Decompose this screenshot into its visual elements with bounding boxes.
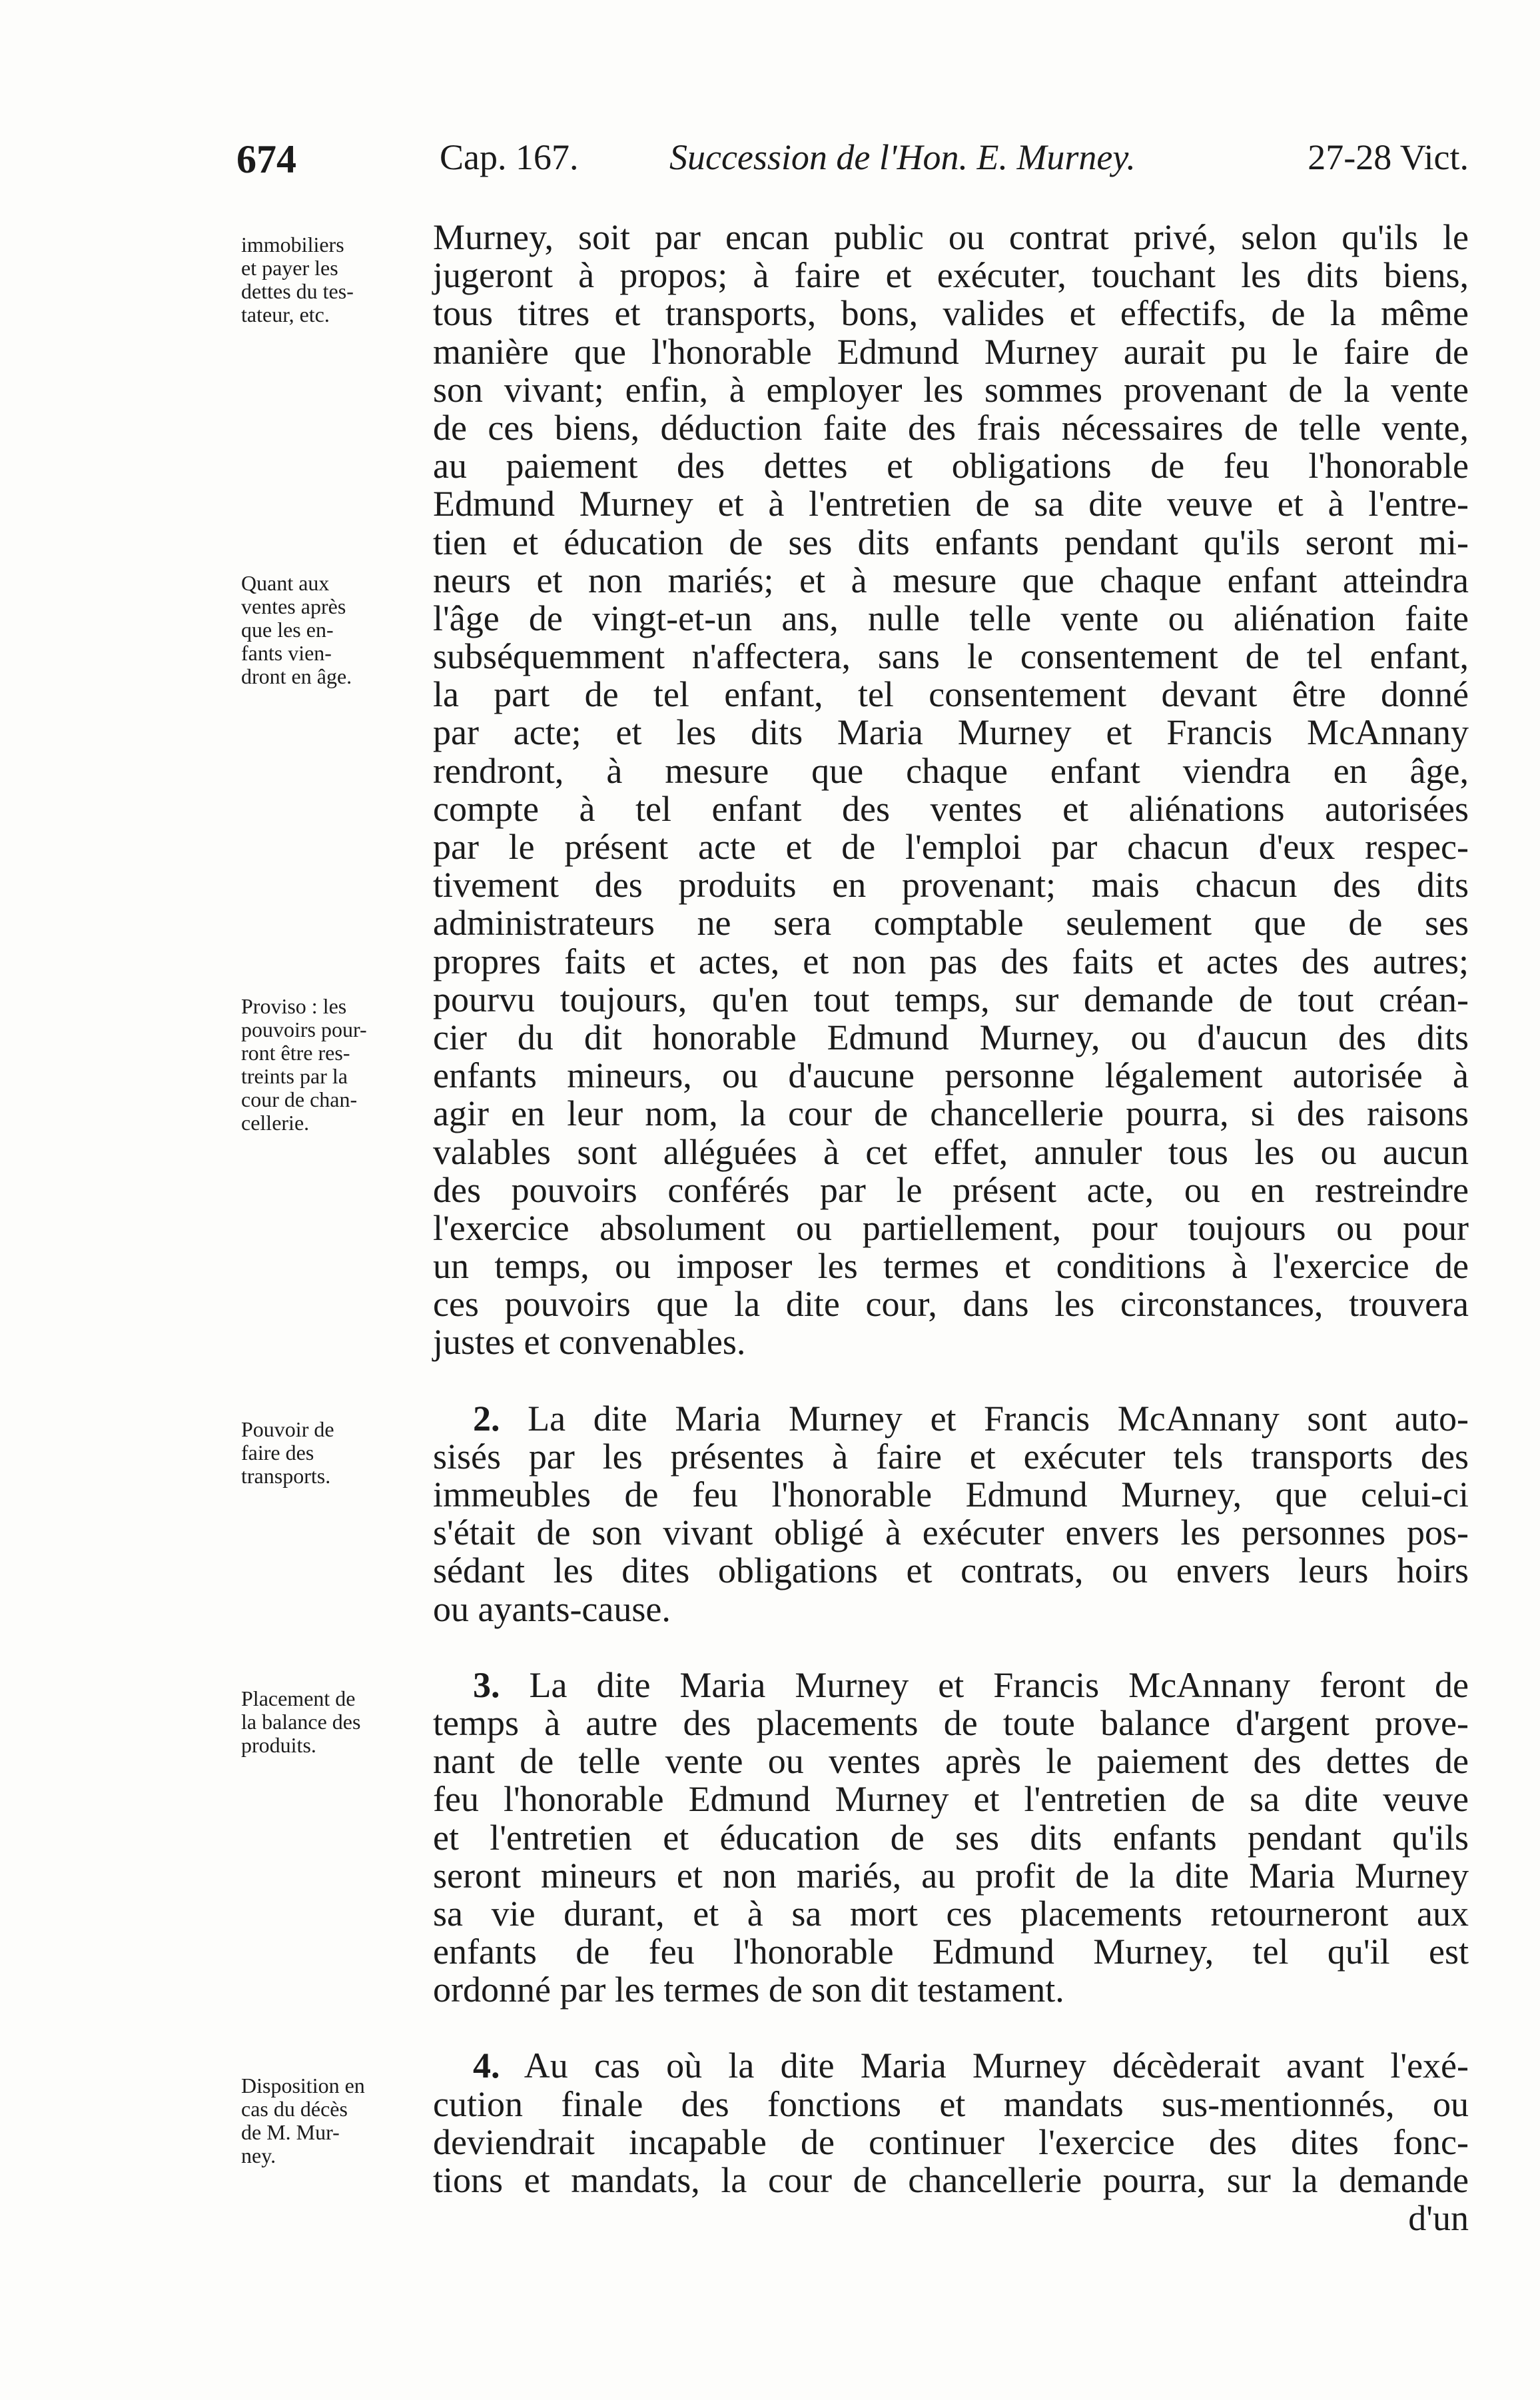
margin-line: que les en- <box>241 618 334 642</box>
text-line: cution finale des fonctions et mandats sus-mentionnés, ou <box>433 2084 1469 2124</box>
text-line: nant de telle vente ou ventes après le paiement des dettes de <box>433 1741 1469 1782</box>
text-line: sa vie durant, et à sa mort ces placements retourneront aux <box>433 1893 1469 1934</box>
margin-note <box>241 572 421 688</box>
text-line: de ces biens, déduction faite des frais nécessaires de telle vente, <box>433 407 1469 448</box>
text-line: temps à autre des placements de toute balance d'argent prove- <box>433 1702 1469 1743</box>
text-line: des pouvoirs conférés par le présent acte, ou en restreindre <box>433 1169 1469 1210</box>
text-line: par acte; et les dits Maria Murney et Francis McAnnany <box>433 712 1469 753</box>
margin-line: ront être res- <box>241 1041 350 1065</box>
margin-line: la balance des <box>241 1710 361 1734</box>
margin-line: tateur, etc. <box>241 302 330 326</box>
margin-line: et payer les <box>241 256 338 280</box>
margin-line: ventes après <box>241 594 346 618</box>
section-4 <box>433 2047 1469 2237</box>
catchword: d'un <box>1408 2198 1469 2239</box>
paragraph-gap <box>433 2009 1469 2047</box>
text-line: deviendrait incapable de continuer l'exercice des dites fonc- <box>433 2121 1469 2162</box>
text-line: rendront, à mesure que chaque enfant viendra en âge, <box>433 750 1469 791</box>
margin-line: Pouvoir de <box>241 1417 334 1441</box>
text-line <box>433 1400 1469 1438</box>
text-line: Murney, soit par encan public ou contrat privé, selon qu'ils le <box>433 217 1469 257</box>
text-line: sisés par les présentes à faire et exécuter tels transports des <box>433 1436 1469 1477</box>
text-line: son vivant; enfin, à employer les sommes provenant de la vente <box>433 369 1469 410</box>
line-text: La dite Maria Murney et Francis McAnnany sont auto- <box>528 1398 1469 1439</box>
margin-note <box>241 233 421 326</box>
text-line: ces pouvoirs que la dite cour, dans les circonstances, trouvera <box>433 1284 1469 1325</box>
margin-line: de M. Mur- <box>241 2120 340 2144</box>
section-number: 2. <box>473 1398 500 1439</box>
margin-line: Quant aux <box>241 571 330 595</box>
margin-line: dront en âge. <box>241 664 352 688</box>
margin-line: faire des <box>241 1441 314 1465</box>
text-line: par le présent acte et de l'emploi par chacun d'eux respec- <box>433 827 1469 867</box>
text-line: ordonné par les termes de son dit testament. <box>433 1970 1064 2010</box>
margin-note <box>241 1687 421 1757</box>
text-line <box>433 2047 1469 2085</box>
text-line: neurs et non mariés; et à mesure que chaque enfant atteindra <box>433 560 1469 600</box>
text-line: au paiement des dettes et obligations de feu l'honorable <box>433 446 1469 486</box>
margin-line: Disposition en <box>241 2074 365 2098</box>
margin-line: cour de chan- <box>241 1087 358 1111</box>
text-line: justes et convenables. <box>433 1322 746 1363</box>
text-line: tous titres et transports, bons, valides et effectifs, de la même <box>433 293 1469 334</box>
paragraph-gap <box>433 1628 1469 1666</box>
text-line: propres faits et actes, et non pas des faits et actes des autres; <box>433 941 1469 981</box>
chapter-label: Cap. 167. <box>440 137 579 177</box>
text-line <box>433 1666 1469 1704</box>
margin-line: Proviso : les <box>241 994 347 1018</box>
page-number: 674 <box>236 137 296 181</box>
paragraph-gap <box>433 1362 1469 1400</box>
text-line: compte à tel enfant des ventes et aliénations autorisées <box>433 788 1469 829</box>
margin-line: dettes du tes- <box>241 279 354 303</box>
text-line: l'âge de vingt-et-un ans, nulle telle vente ou aliénation faite <box>433 598 1469 638</box>
text-line: l'exercice absolument ou partiellement, pour toujours ou pour <box>433 1207 1469 1248</box>
text-line: enfants de feu l'honorable Edmund Murney, tel qu'il est <box>433 1932 1469 1972</box>
margin-line: pouvoirs pour- <box>241 1017 367 1041</box>
section-2 <box>433 1400 1469 1628</box>
margin-note <box>241 995 421 1135</box>
margin-line: transports. <box>241 1464 331 1488</box>
text-line: Edmund Murney et à l'entretien de sa dite veuve et à l'entre- <box>433 484 1469 524</box>
section-number: 3. <box>473 1664 500 1705</box>
text-line: agir en leur nom, la cour de chancellerie pourra, si des raisons <box>433 1093 1469 1134</box>
margin-note <box>241 2074 421 2167</box>
regnal-year: 27-28 Vict. <box>1308 137 1469 177</box>
text-line: et l'entretien et éducation de ses dits enfants pendant qu'ils <box>433 1817 1469 1858</box>
text-line: s'était de son vivant obligé à exécuter envers les personnes pos- <box>433 1512 1469 1553</box>
text-line: sédant les dites obligations et contrats, ou envers leurs hoirs <box>433 1550 1469 1591</box>
text-line: pourvu toujours, qu'en tout temps, sur demande de tout créan- <box>433 979 1469 1019</box>
margin-line: treints par la <box>241 1064 348 1088</box>
margin-line: ney. <box>241 2143 276 2167</box>
line-text: La dite Maria Murney et Francis McAnnany feront de <box>529 1664 1469 1705</box>
text-line: tivement des produits en provenant; mais chacun des dits <box>433 865 1469 905</box>
paragraph-continued <box>433 219 1469 1362</box>
text-line: manière que l'honorable Edmund Murney aurait pu le faire de <box>433 331 1469 372</box>
section-number: 4. <box>473 2046 500 2086</box>
line-text: Au cas où la dite Maria Murney décèderait avant l'exé- <box>524 2046 1469 2086</box>
body-text <box>433 219 1469 2237</box>
running-title: Succession de l'Hon. E. Murney. <box>669 137 1136 177</box>
text-line: enfants mineurs, ou d'aucune personne légalement autorisée à <box>433 1055 1469 1096</box>
running-header <box>236 137 1469 183</box>
margin-line: cellerie. <box>241 1111 310 1135</box>
margin-line: fants vien- <box>241 641 332 665</box>
text-line: administrateurs ne sera comptable seulement que de ses <box>433 903 1469 943</box>
text-line: tien et éducation de ses dits enfants pendant qu'ils seront mi- <box>433 522 1469 562</box>
text-line: feu l'honorable Edmund Murney et l'entretien de sa dite veuve <box>433 1779 1469 1820</box>
text-line: jugeront à propos; à faire et exécuter, touchant les dits biens, <box>433 255 1469 296</box>
text-line: tions et mandats, la cour de chancellerie pourra, sur la demande <box>433 2160 1469 2200</box>
section-3 <box>433 1666 1469 2010</box>
text-line: seront mineurs et non mariés, au profit de la dite Maria Murney <box>433 1855 1469 1896</box>
text-line: subséquemment n'affectera, sans le consentement de tel enfant, <box>433 636 1469 677</box>
text-line: cier du dit honorable Edmund Murney, ou d'aucun des dits <box>433 1017 1469 1057</box>
text-line: ou ayants-cause. <box>433 1588 671 1629</box>
text-line: la part de tel enfant, tel consentement devant être donné <box>433 674 1469 715</box>
margin-line: immobiliers <box>241 233 344 257</box>
margin-line: produits. <box>241 1733 316 1757</box>
margin-line: Placement de <box>241 1686 356 1710</box>
margin-note <box>241 1418 421 1488</box>
text-line: valables sont alléguées à cet effet, annuler tous les ou aucun <box>433 1131 1469 1172</box>
text-line: un temps, ou imposer les termes et conditions à l'exercice de <box>433 1246 1469 1287</box>
text-line: immeubles de feu l'honorable Edmund Murney, que celui-ci <box>433 1475 1469 1514</box>
margin-line: cas du décès <box>241 2097 348 2121</box>
